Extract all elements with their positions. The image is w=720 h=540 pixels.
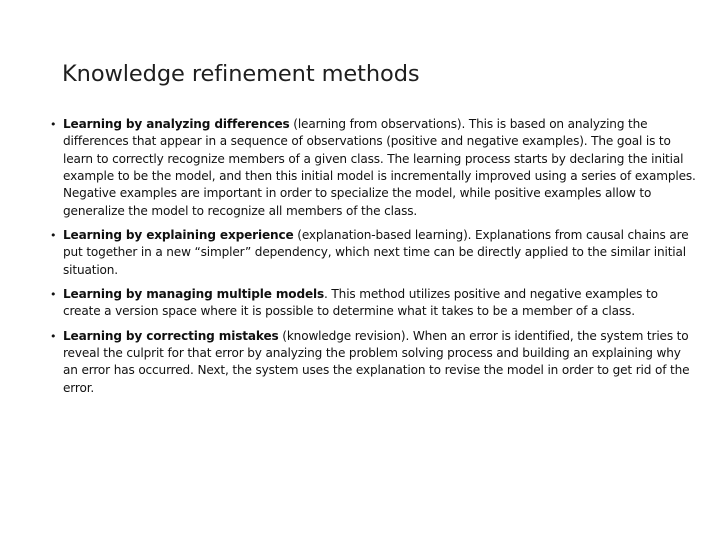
bullet-item-analyzing-differences bbox=[50, 116, 696, 220]
bullet-item-managing-multiple-models bbox=[50, 286, 696, 321]
bullet-lead: Learning by correcting mistakes bbox=[63, 328, 279, 343]
bullet-list bbox=[50, 116, 696, 404]
bullet-item-explaining-experience bbox=[50, 227, 696, 279]
bullet-text: (knowledge revision). When an error is identified, the system tries to reveal the culprit for that error by analyzing the problem solving process and building an explaining why an error has occurred. Next, the system uses the explanation to revise the model in order to get rid of the error. bbox=[63, 328, 690, 395]
slide-title: Knowledge refinement methods bbox=[62, 61, 420, 87]
bullet-lead: Learning by managing multiple models bbox=[63, 287, 325, 302]
bullet-icon: • bbox=[50, 118, 57, 131]
bullet-lead: Learning by analyzing differences bbox=[63, 117, 290, 131]
bullet-text: (learning from observations). This is based on analyzing the differences that appear in a sequence of observations (positive and negative examples). The goal is to learn to correctly recognize members of a given class. The learning process starts by declaring the initial example to be the model, and then this initial model is incrementally improved using a series of examples. Negative examples are important in order to specialize the model, while positive examples allow to generalize the model to recognize all members of the class. bbox=[63, 117, 696, 218]
bullet-text: . This method utilizes positive and negative examples to create a version space where it is possible to determine what it takes to be a member of a class. bbox=[63, 287, 658, 319]
bullet-icon: • bbox=[50, 229, 57, 243]
bullet-icon: • bbox=[50, 288, 57, 302]
bullet-lead: Learning by explaining experience bbox=[63, 228, 294, 243]
bullet-icon: • bbox=[50, 329, 57, 343]
bullet-text: (explanation-based learning). Explanations from causal chains are put together in a new “simpler” dependency, which next time can be directly applied to the similar initial situation. bbox=[63, 228, 689, 277]
bullet-item-correcting-mistakes bbox=[50, 328, 696, 397]
